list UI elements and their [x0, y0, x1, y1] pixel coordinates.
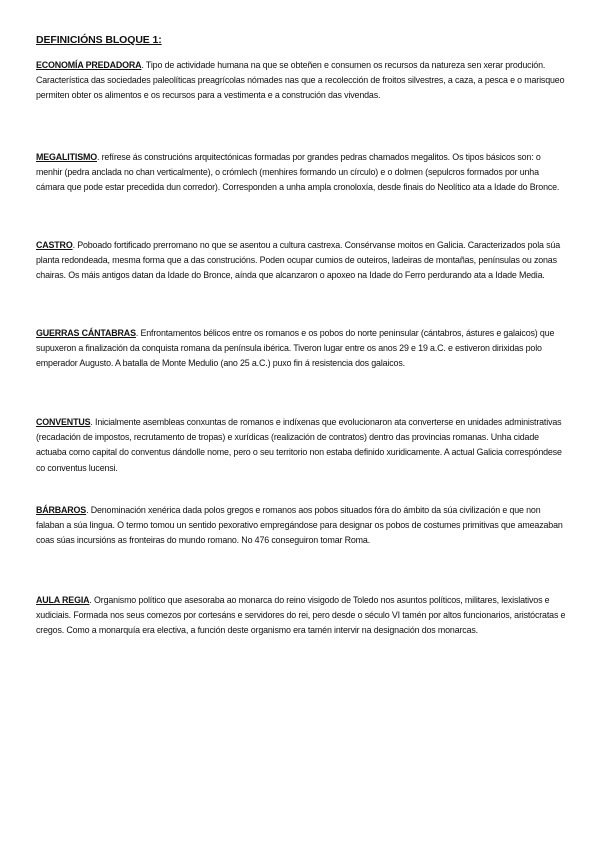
definition-conventus — [36, 415, 566, 476]
definition-castro — [36, 238, 566, 284]
definition-text: . Organismo político que asesoraba ao monarca do reino visigodo de Toledo nos asuntos políticos, militares, lexislativos e xudiciais. Formada nos seus comezos por cortesáns e servidores do rei, pero desde o século VI tamén por altos funcionarios, aristócratas e cregos. Como a monarquía era electiva, a función deste organismo era tamén intervir na designación dos monarcas. — [36, 595, 566, 636]
definition-term: ECONOMÍA PREDADORA — [36, 60, 142, 70]
definition-term: CASTRO — [36, 240, 73, 250]
definition-guerras-cantabras — [36, 326, 566, 372]
definition-term: AULA REGIA — [36, 595, 90, 605]
definition-aula-regia — [36, 593, 566, 639]
definition-term: BÁRBAROS — [36, 505, 87, 515]
definition-term: MEGALITISMO — [36, 152, 97, 162]
definition-term: CONVENTUS — [36, 417, 91, 427]
definition-text: . Poboado fortificado prerromano no que se asentou a cultura castrexa. Consérvanse moitos en Galicia. Caracterizados pola súa planta redondeada, mesma forma que a das construcións. Poden ocupar cumios de outeiros, ladeiras de montañas, penínsulas ou zonas chairas. Os máis antigos datan da Idade do Bronce, aínda que alcanzaron o apoxeo na Idade do Ferro perdurando ata a Idade Media. — [36, 240, 560, 281]
definition-text: . Enfrontamentos bélicos entre os romanos e os pobos do norte peninsular (cántabros, ástures e galaicos) que supuxeron a finalización da conquista romana da península ibérica. Tiveron lugar entre os anos 29 e 19 a.C. e estiveron dirixidas polo emperador Augusto. A batalla de Monte Medulio (ano 25 a.C.) puxo fin á resistencia dos galaicos. — [36, 328, 555, 369]
definition-text: . refírese ás construcións arquitectónicas formadas por grandes pedras chamados megalitos. Os tipos básicos son: o menhir (pedra anclada no chan verticalmente), o crómlech (menhires formando un círculo) e o dolmen (sepulcros formados por unha cámara que pode estar precedida dun corredor). Corresponden a unha ampla cronoloxía, desde finais do Neolítico ata a Idade do Bronce. — [36, 152, 560, 193]
definition-text: . Denominación xenérica dada polos gregos e romanos aos pobos situados fóra do ámbito da súa civilización e que non falaban a súa lingua. O termo tomou un sentido pexorativo empregándose para designar os pobos de costumes primitivas que ameazaban coas súas incursións as fronteiras do mundo romano. No 476 conseguiron tomar Roma. — [36, 505, 563, 546]
definition-term: GUERRAS CÁNTABRAS — [36, 328, 136, 338]
definition-economia-predadora — [36, 58, 566, 104]
document-title: DEFINICIÓNS BLOQUE 1: — [36, 34, 162, 46]
definition-text: . Tipo de actividade humana na que se obteñen e consumen os recursos da natureza sen xerar produción. Característica das sociedades paleolíticas preagrícolas nómades nas que a recolección de froitos silvestres, a caza, a pesca e o marisqueo permiten obter os alimentos e os recursos para a vestimenta e a construción das vivendas. — [36, 60, 565, 101]
definition-megalitismo — [36, 150, 566, 196]
definition-barbaros — [36, 503, 566, 549]
definition-text: . Inicialmente asembleas conxuntas de romanos e indíxenas que evolucionaron ata converterse en unidades administrativas (recadación de impostos, recrutamento de tropas) e xurídicas (realización de contratos) dentro das provincias romanas. Unha cidade actuaba como capital do conventus dándolle nome, pero o seu territorio non estaba definido xuridicamente. A actual Galicia correspóndese co conventus lucensi. — [36, 417, 562, 473]
